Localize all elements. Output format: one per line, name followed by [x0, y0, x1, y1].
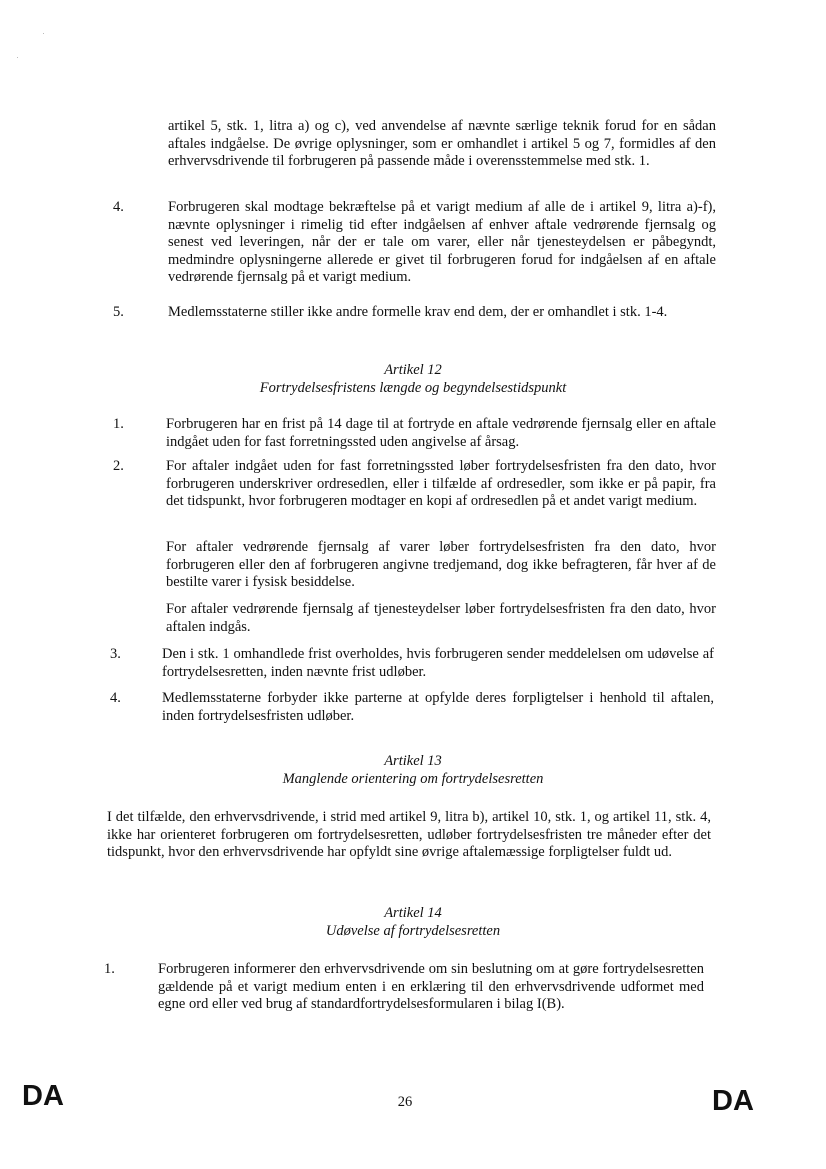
- article-14-heading: Artikel 14: [384, 905, 442, 921]
- art12-item-2-para-2: For aftaler vedrørende fjernsalg af varer løber fortrydelsesfristen fra den dato, hvor forbrugeren eller den af forbrugeren angivne tredjemand, dog ikke befragteren, får hver af de bestilte varer i fysisk besiddelse.: [166, 539, 716, 590]
- language-code-right: DA: [712, 1085, 754, 1117]
- article-12-heading: Artikel 12: [384, 362, 442, 378]
- article-13-subheading: Manglende orientering om fortrydelsesretten: [282, 771, 544, 787]
- language-code-left: DA: [22, 1080, 64, 1112]
- item-number: 4.: [113, 199, 124, 215]
- art11-item-5: Medlemsstaterne stiller ikke andre formelle krav end dem, der er omhandlet i stk. 1-4.: [168, 304, 668, 320]
- item-number: 3.: [110, 646, 121, 662]
- item-number: 1.: [104, 961, 115, 977]
- art12-item-3: Den i stk. 1 omhandlede frist overholdes, hvis forbrugeren sender meddelelsen om udøvelse af fortrydelsesretten, inden nævnte frist udløber.: [162, 646, 714, 680]
- article-13-text: I det tilfælde, den erhvervsdrivende, i strid med artikel 9, litra b), artikel 10, stk. 1, og artikel 11, stk. 4, ikke har orienteret forbrugeren om fortrydelsesretten, udløber fortrydelsesfristen tre måneder efter det tidspunkt, hvor den erhvervsdrivende har opfyldt sine øvrige aftalemæssige forpligtelser fuldt ud.: [107, 809, 711, 860]
- item-number: 4.: [110, 690, 121, 706]
- article-12-subheading: Fortrydelsesfristens længde og begyndelsestidspunkt: [259, 380, 567, 396]
- scan-speck: [43, 33, 44, 34]
- art12-item-1: Forbrugeren har en frist på 14 dage til at fortryde en aftale vedrørende fjernsalg eller en aftale indgået uden for fast forretningssted uden angivelse af årsag.: [166, 416, 716, 450]
- art12-item-4: Medlemsstaterne forbyder ikke parterne at opfylde deres forpligtelser i henhold til aftalen, inden fortrydelsesfristen udløber.: [162, 690, 714, 724]
- scan-speck: [17, 57, 18, 58]
- article-13-heading: Artikel 13: [384, 753, 442, 769]
- item-number: 2.: [113, 458, 124, 474]
- art11-item-4: Forbrugeren skal modtage bekræftelse på et varigt medium af alle de i artikel 9, litra a)-f), nævnte oplysninger i rimelig tid efter indgåelsen af enhver aftale vedrørende fjernsalg og senest ved leveringen, når der er tale om varer, eller når tjenesteydelsen er påbegyndt, medmindre oplysningerne allerede er givet til forbrugeren forud for indgåelsen af en aftale vedrørende fjernsalg på et varigt medium.: [168, 199, 716, 285]
- intro-paragraph: artikel 5, stk. 1, litra a) og c), ved anvendelse af nævnte særlige teknik forud for en sådan aftales indgåelse. De øvrige oplysninger, som er omhandlet i artikel 5 og 7, formidles af den erhvervsdrivende til forbrugeren på passende måde i overensstemmelse med stk. 1.: [168, 118, 716, 169]
- item-number: 5.: [113, 304, 124, 320]
- art12-item-2-para-1: For aftaler indgået uden for fast forretningssted løber fortrydelsesfristen fra den dato, hvor forbrugeren underskriver ordresedlen, eller i tilfælde af ordresedler, som ikke er på papir, fra det tidspunkt, hvor forbrugeren modtager en kopi af ordresedlen på et andet varigt medium.: [166, 458, 716, 509]
- art12-item-2-para-3: For aftaler vedrørende fjernsalg af tjenesteydelser løber fortrydelsesfristen fra den dato, hvor aftalen indgås.: [166, 601, 716, 635]
- article-14-subheading: Udøvelse af fortrydelsesretten: [325, 923, 501, 939]
- art14-item-1: Forbrugeren informerer den erhvervsdrivende om sin beslutning om at gøre fortrydelsesretten gældende på et varigt medium enten i en erklæring til den erhvervsdrivende udformet med egne ord eller ved brug af standardfortrydelsesformularen i bilag I(B).: [158, 961, 704, 1012]
- item-number: 1.: [113, 416, 124, 432]
- page-number: 26: [397, 1094, 413, 1110]
